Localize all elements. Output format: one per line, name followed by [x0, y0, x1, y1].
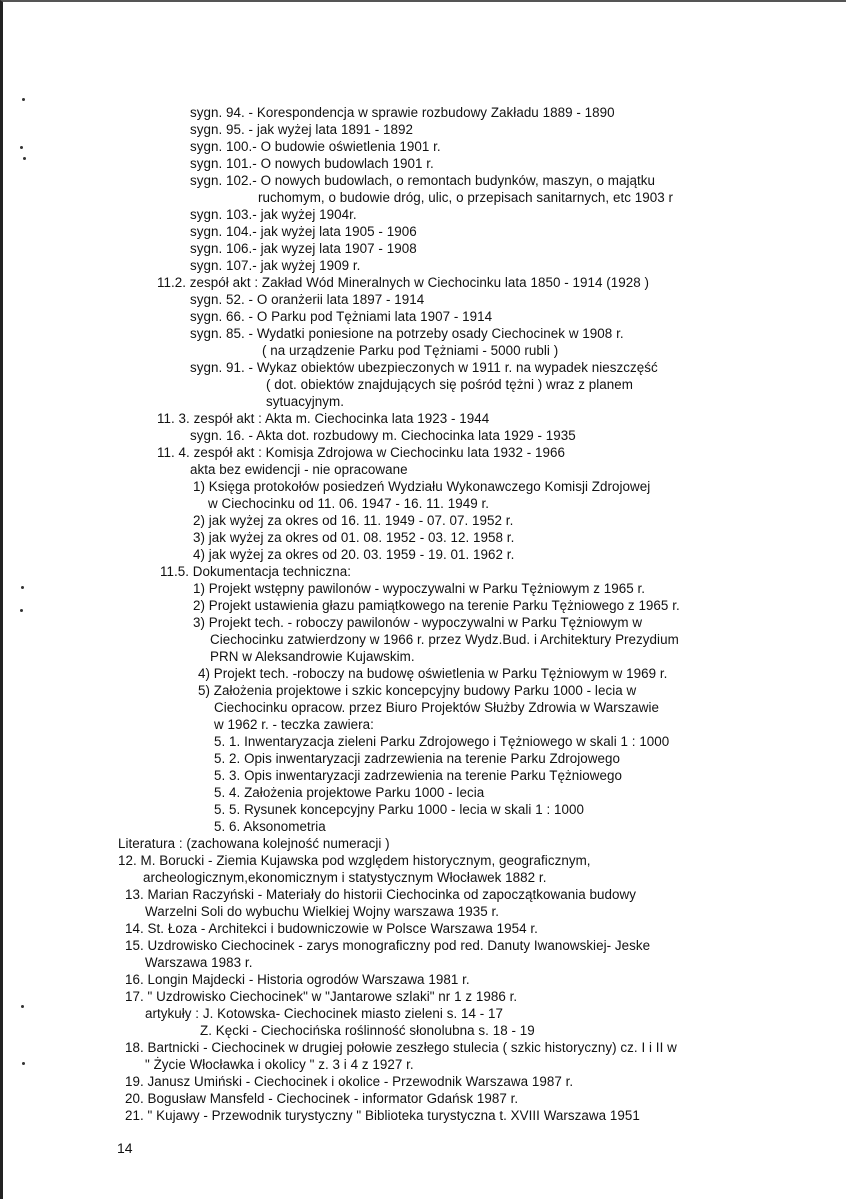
- text-line: Ciechocinku zatwierdzony w 1966 r. przez Wydz.Bud. i Architektury Prezydium: [210, 632, 679, 647]
- text-line: Ciechocinku opracow. przez Biuro Projektów Służby Zdrowia w Warszawie: [214, 700, 660, 715]
- scan-speck: [20, 146, 23, 149]
- text-line: sygn. 66. - O Parku pod Tężniami lata 1907 - 1914: [190, 309, 493, 324]
- text-line: sygn. 103.- jak wyżej 1904r.: [190, 207, 357, 222]
- text-line: w Ciechocinku od 11. 06. 1947 - 16. 11. 1949 r.: [208, 496, 490, 511]
- text-line: w 1962 r. - teczka zawiera:: [214, 717, 374, 732]
- text-line: Z. Kęcki - Ciechocińska roślinność słonolubna s. 18 - 19: [200, 1023, 535, 1038]
- text-line: 2) Projekt ustawienia głazu pamiątkowego na terenie Parku Tężniowego z 1965 r.: [193, 598, 680, 613]
- text-line: 5) Założenia projektowe i szkic koncepcyjny budowy Parku 1000 - lecia w: [198, 683, 637, 698]
- text-line: 3) jak wyżej za okres od 01. 08. 1952 - 03. 12. 1958 r.: [193, 530, 515, 545]
- text-line: akta bez ewidencji - nie opracowane: [190, 462, 408, 477]
- text-line: 13. Marian Raczyński - Materiały do historii Ciechocinka od zapoczątkowania budowy: [125, 887, 636, 902]
- text-line: sygn. 94. - Korespondencja w sprawie rozbudowy Zakładu 1889 - 1890: [190, 105, 615, 120]
- scan-speck: [23, 157, 26, 160]
- text-line: sygn. 52. - O oranżerii lata 1897 - 1914: [190, 292, 425, 307]
- text-line: 2) jak wyżej za okres od 16. 11. 1949 - 07. 07. 1952 r.: [193, 513, 514, 528]
- text-line: PRN w Aleksandrowie Kujawskim.: [210, 649, 415, 664]
- text-line: ( na urządzenie Parku pod Tężniami - 5000 rubli ): [262, 343, 559, 358]
- text-line: 3) Projekt tech. - roboczy pawilonów - wypoczywalni w Parku Tężniowym w: [193, 615, 643, 630]
- text-line: Warzelni Soli do wybuchu Wielkiej Wojny warszawa 1935 r.: [145, 904, 500, 919]
- text-line: sytuacyjnym.: [266, 394, 344, 409]
- text-line: 1) Księga protokołów posiedzeń Wydziału Wykonawczego Komisji Zdrojowej: [193, 479, 651, 494]
- text-line: 5. 6. Aksonometria: [214, 819, 326, 834]
- text-line: sygn. 85. - Wydatki poniesione na potrzeby osady Ciechocinek w 1908 r.: [190, 326, 624, 341]
- text-line: 4) Projekt tech. -roboczy na budowę oświetlenia w Parku Tężniowym w 1969 r.: [198, 666, 668, 681]
- text-line: sygn. 95. - jak wyżej lata 1891 - 1892: [190, 122, 413, 137]
- text-line: sygn. 104.- jak wyżej lata 1905 - 1906: [190, 224, 417, 239]
- text-line: 16. Longin Majdecki - Historia ogrodów Warszawa 1981 r.: [125, 972, 470, 987]
- text-line: ( dot. obiektów znajdujących się pośród tężni ) wraz z planem: [266, 377, 634, 392]
- text-line: sygn. 101.- O nowych budowlach 1901 r.: [190, 156, 434, 171]
- scan-speck: [20, 609, 23, 612]
- text-line: 1) Projekt wstępny pawilonów - wypoczywalni w Parku Tężniowym z 1965 r.: [193, 581, 646, 596]
- text-line: ruchomym, o budowie dróg, ulic, o przepisach sanitarnych, etc 1903 r: [258, 190, 673, 205]
- text-line: Warszawa 1983 r.: [145, 955, 253, 970]
- text-line: archeologicznym,ekonomicznym i statystycznym Włocławek 1882 r.: [143, 870, 547, 885]
- text-line: 19. Janusz Umiński - Ciechocinek i okolice - Przewodnik Warszawa 1987 r.: [125, 1074, 574, 1089]
- scan-speck: [22, 1062, 25, 1065]
- scan-speck: [21, 1005, 24, 1008]
- text-line: sygn. 91. - Wykaz obiektów ubezpieczonych w 1911 r. na wypadek nieszczęść: [190, 360, 658, 375]
- text-line: 5. 1. Inwentaryzacja zieleni Parku Zdrojowego i Tężniowego w skali 1 : 1000: [214, 734, 670, 749]
- text-line: sygn. 106.- jak wyzej lata 1907 - 1908: [190, 241, 417, 256]
- text-line: 11. 4. zespół akt : Komisja Zdrojowa w Ciechocinku lata 1932 - 1966: [157, 445, 566, 460]
- page-number: 14: [117, 1140, 133, 1156]
- text-line: 5. 3. Opis inwentaryzacji zadrzewienia na terenie Parku Tężniowego: [214, 768, 622, 783]
- text-line: 20. Bogusław Mansfeld - Ciechocinek - informator Gdańsk 1987 r.: [125, 1091, 519, 1106]
- scan-speck: [22, 98, 25, 101]
- text-line: " Życie Włocławka i okolicy " z. 3 i 4 z 1927 r.: [145, 1057, 414, 1072]
- text-line: sygn. 102.- O nowych budowlach, o remontach budynków, maszyn, o majątku: [190, 173, 656, 188]
- text-line: 5. 5. Rysunek koncepcyjny Parku 1000 - lecia w skali 1 : 1000: [214, 802, 584, 817]
- text-line: 12. M. Borucki - Ziemia Kujawska pod względem historycznym, geograficznym,: [118, 853, 591, 868]
- text-line: 4) jak wyżej za okres od 20. 03. 1959 - 19. 01. 1962 r.: [193, 547, 515, 562]
- text-line: 5. 2. Opis inwentaryzacji zadrzewienia na terenie Parku Zdrojowego: [214, 751, 620, 766]
- text-line: 18. Bartnicki - Ciechocinek w drugiej połowie zeszłego stulecia ( szkic historyczny) cz. I i II w: [125, 1040, 677, 1055]
- text-line: 5. 4. Założenia projektowe Parku 1000 - lecia: [214, 785, 485, 800]
- text-line: 21. " Kujawy - Przewodnik turystyczny " Biblioteka turystyczna t. XVIII Warszawa 1951: [125, 1108, 640, 1123]
- text-line: 11.2. zespół akt : Zakład Wód Mineralnych w Ciechocinku lata 1850 - 1914 (1928 ): [157, 275, 650, 290]
- text-line: sygn. 107.- jak wyżej 1909 r.: [190, 258, 361, 273]
- text-line: 17. " Uzdrowisko Ciechocinek" w "Jantarowe szlaki" nr 1 z 1986 r.: [125, 989, 518, 1004]
- text-line: Literatura : (zachowana kolejność numeracji ): [118, 836, 390, 851]
- text-line: artykuły : J. Kotowska- Ciechocinek miasto zieleni s. 14 - 17: [145, 1006, 504, 1021]
- scan-speck: [21, 586, 24, 589]
- text-line: sygn. 100.- O budowie oświetlenia 1901 r.: [190, 139, 441, 154]
- text-line: 11.5. Dokumentacja techniczna:: [160, 564, 352, 579]
- text-line: 15. Uzdrowisko Ciechocinek - zarys monograficzny pod red. Danuty Iwanowskiej- Jeske: [125, 938, 651, 953]
- text-line: 11. 3. zespół akt : Akta m. Ciechocinka lata 1923 - 1944: [157, 411, 490, 426]
- text-line: sygn. 16. - Akta dot. rozbudowy m. Ciechocinka lata 1929 - 1935: [190, 428, 576, 443]
- text-line: 14. St. Łoza - Architekci i budowniczowie w Polsce Warszawa 1954 r.: [125, 921, 538, 936]
